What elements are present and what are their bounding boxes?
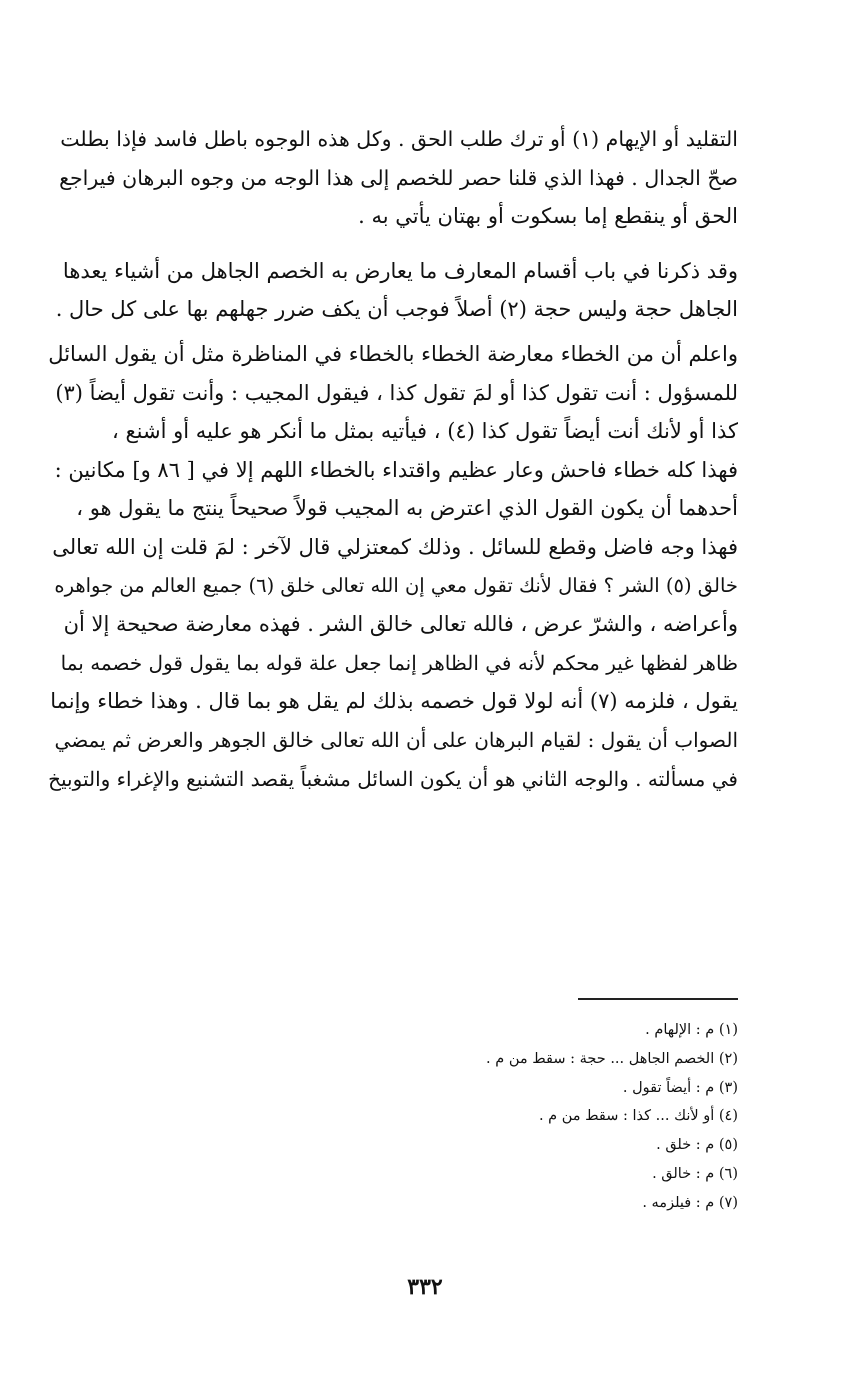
footnote-1: (١) م : الإلهام . bbox=[645, 1022, 738, 1038]
paragraph-2 bbox=[48, 252, 738, 329]
text-line: فهذا كله خطاء فاحش وعار عظيم واقتداء بالخطاء اللهم إلا في [ ٨٦ و] مكانين : bbox=[54, 457, 738, 482]
footnote-4: (٤) أو لأنك ... كذا : سقط من م . bbox=[538, 1108, 738, 1125]
text-line: الصواب أن يقول : لقيام البرهان على أن الله تعالى خالق الجوهر والعرض ثم يمضي bbox=[54, 727, 738, 752]
text-line: فهذا وجه فاضل وقطع للسائل . وذلك كمعتزلي قال لآخر : لمَ قلت إن الله تعالى bbox=[52, 534, 738, 559]
page-number: ٣٣٢ bbox=[407, 1274, 443, 1300]
text-line: أحدهما أن يكون القول الذي اعترض به المجيب قولاً صحيحاً ينتج ما يقول هو ، bbox=[76, 496, 738, 521]
text-line: للمسؤول : أنت تقول كذا أو لمَ تقول كذا ، فيقول المجيب : وأنت تقول أيضاً (٣) bbox=[55, 380, 738, 405]
footnote-divider bbox=[578, 998, 738, 1000]
text-line: ظاهر لفظها غير محكم لأنه في الظاهر إنما جعل علة قوله بما يقول قول خصمه بما bbox=[60, 650, 738, 675]
text-line: التقليد أو الإيهام (١) أو ترك طلب الحق . وكل هذه الوجوه باطل فاسد فإذا بطلت bbox=[60, 127, 738, 151]
text-line: الجاهل حجة وليس حجة (٢) أصلاً فوجب أن يكف ضرر جهلهم بها على كل حال . bbox=[55, 297, 738, 322]
footnote-5: (٥) م : خلق . bbox=[656, 1137, 738, 1154]
footnotes bbox=[486, 1016, 738, 1218]
text-line: خالق (٥) الشر ؟ فقال لأنك تقول معي إن الله تعالى خلق (٦) جميع العالم من جواهره bbox=[54, 573, 738, 597]
text-line: صحّ الجدال . فهذا الذي قلنا حصر للخصم إلى هذا الوجه من وجوه البرهان فيراجع bbox=[59, 165, 738, 190]
text-line: وقد ذكرنا في باب أقسام المعارف ما يعارض به الخصم الجاهل من أشياء يعدها bbox=[62, 258, 738, 283]
text-line: واعلم أن من الخطاء معارضة الخطاء بالخطاء في المناظرة مثل أن يقول السائل bbox=[48, 341, 738, 366]
text-line: الحق أو ينقطع إما بسكوت أو بهتان يأتي به . bbox=[358, 204, 738, 229]
text-line: في مسألته . والوجه الثاني هو أن يكون السائل مشغباً يقصد التشنيع والإغراء والتوبيخ bbox=[48, 766, 738, 791]
footnote-6: (٦) م : خالق . bbox=[652, 1165, 738, 1182]
text-line: وأعراضه ، والشرّ عرض ، فالله تعالى خالق الشر . فهذه معارضة صحيحة إلا أن bbox=[63, 612, 738, 637]
text-line: كذا أو لأنك أنت أيضاً تقول كذا (٤) ، فيأتيه بمثل ما أنكر هو عليه أو أشنع ، bbox=[112, 419, 738, 444]
footnote-7: (٧) م : فيلزمه . bbox=[642, 1194, 738, 1211]
footnote-2: (٢) الخصم الجاهل ... حجة : سقط من م . bbox=[486, 1050, 738, 1067]
footnote-3: (٣) م : أيضاً تقول . bbox=[622, 1079, 738, 1096]
text-line: يقول ، فلزمه (٧) أنه لولا قول خصمه بذلك لم يقل هو بما قال . وهذا خطاء وإنما bbox=[50, 689, 738, 714]
main-text bbox=[48, 120, 738, 798]
paragraph-1 bbox=[48, 120, 738, 236]
paragraph-3 bbox=[48, 335, 738, 798]
